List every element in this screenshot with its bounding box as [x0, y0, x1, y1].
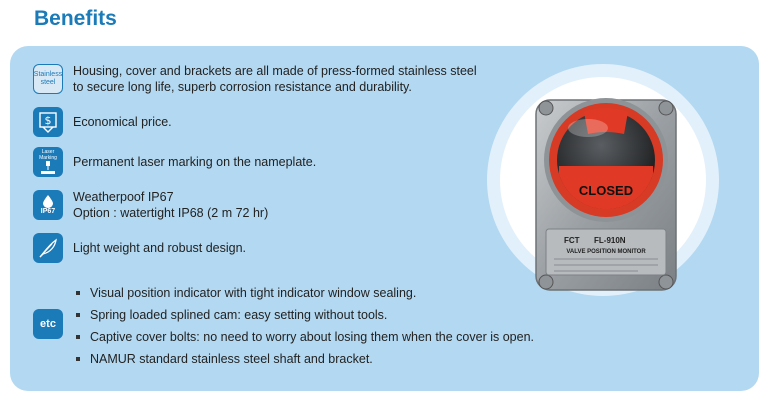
price-icon — [33, 107, 63, 137]
benefit-text: Weatherpoof IP67 Option : watertight IP68 (2 m 72 hr) — [73, 190, 269, 220]
product-name-label: VALVE POSITION MONITOR — [566, 249, 646, 255]
etc-icon: etc — [33, 309, 63, 339]
benefit-ip67 — [33, 189, 268, 221]
benefit-text: Housing, cover and brackets are all made of press-formed stainless steel to secure long life, superb corrosion resistance and durability. — [73, 64, 477, 94]
benefit-text: Permanent laser marking on the nameplate. — [73, 155, 317, 169]
benefit-text: Economical price. — [73, 115, 172, 129]
benefit-stainless — [33, 63, 477, 95]
laser-marking-icon: Laser Marking — [33, 147, 63, 177]
list-item: Captive cover bolts: no need to worry about losing them when the cover is open. — [76, 326, 534, 348]
product-image — [528, 94, 684, 298]
benefit-lightweight — [33, 233, 246, 263]
brand-label: FCT — [564, 236, 580, 245]
list-item: Visual position indicator with tight indicator window sealing. — [76, 282, 534, 304]
stainless-steel-icon: Stainless steel — [33, 64, 63, 94]
model-label: FL-910N — [594, 236, 626, 245]
page-title: Benefits — [34, 7, 117, 30]
list-item: NAMUR standard stainless steel shaft and bracket. — [76, 348, 534, 370]
benefit-text: Light weight and robust design. — [73, 241, 247, 255]
indicator-label: CLOSED — [578, 183, 634, 198]
feather-icon — [33, 233, 63, 263]
list-item: Spring loaded splined cam: easy setting without tools. — [76, 304, 534, 326]
benefit-price — [33, 107, 172, 137]
etc-list — [76, 282, 534, 370]
benefit-laser — [33, 147, 316, 177]
svg-text:$: $ — [44, 114, 52, 127]
ip67-icon: IP67 — [33, 190, 63, 220]
